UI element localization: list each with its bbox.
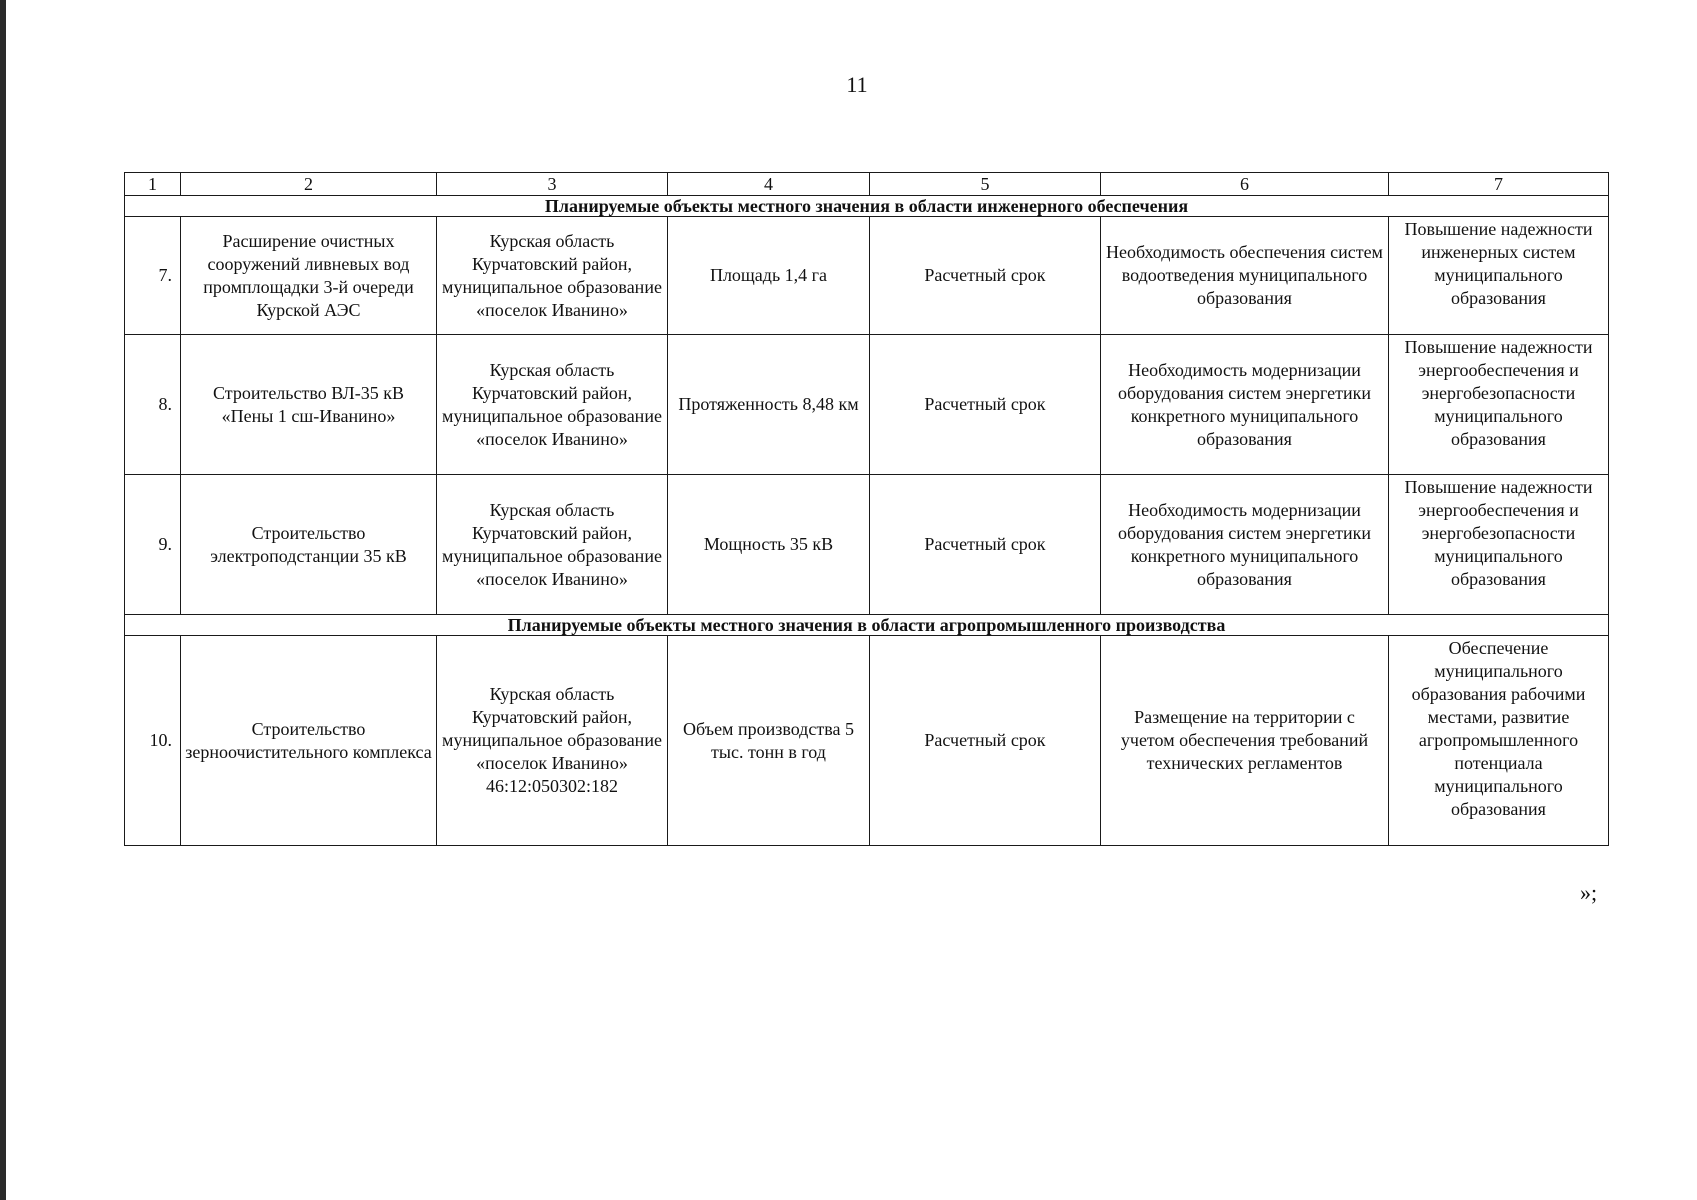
object-characteristic: Объем производства 5 тыс. тонн в год xyxy=(668,636,870,846)
column-number: 4 xyxy=(668,173,870,196)
object-name: Строительство электроподстанции 35 кВ xyxy=(181,475,437,615)
object-characteristic: Площадь 1,4 га xyxy=(668,217,870,335)
object-effect: Повышение надежности энергообеспечения и энергобезопасности муниципального образования xyxy=(1389,335,1609,475)
implementation-term: Расчетный срок xyxy=(870,217,1101,335)
column-number: 5 xyxy=(870,173,1101,196)
object-location: Курская область Курчатовский район, муниципальное образование «поселок Иванино» xyxy=(437,475,668,615)
column-number: 7 xyxy=(1389,173,1609,196)
implementation-term: Расчетный срок xyxy=(870,636,1101,846)
object-effect: Повышение надежности инженерных систем муниципального образования xyxy=(1389,217,1609,335)
section-title: Планируемые объекты местного значения в области инженерного обеспечения xyxy=(125,196,1609,217)
column-number: 3 xyxy=(437,173,668,196)
table-row xyxy=(125,335,1609,475)
table-row xyxy=(125,217,1609,335)
object-effect: Повышение надежности энергообеспечения и энергобезопасности муниципального образования xyxy=(1389,475,1609,615)
object-location: Курская область Курчатовский район, муниципальное образование «поселок Иванино» xyxy=(437,217,668,335)
object-name: Строительство ВЛ-35 кВ «Пены 1 сш-Иванино» xyxy=(181,335,437,475)
column-number-row xyxy=(125,173,1609,196)
object-purpose: Необходимость модернизации оборудования систем энергетики конкретного муниципального образования xyxy=(1101,475,1389,615)
section-title: Планируемые объекты местного значения в области агропромышленного производства xyxy=(125,615,1609,636)
row-number: 7. xyxy=(125,217,181,335)
implementation-term: Расчетный срок xyxy=(870,475,1101,615)
scan-edge xyxy=(0,0,6,1200)
table-row xyxy=(125,636,1609,846)
object-location: Курская область Курчатовский район, муниципальное образование «поселок Иванино» 46:12:050302:182 xyxy=(437,636,668,846)
page-number: 11 xyxy=(846,72,868,97)
table-row xyxy=(125,475,1609,615)
column-number: 2 xyxy=(181,173,437,196)
object-purpose: Размещение на территории с учетом обеспечения требований технических регламентов xyxy=(1101,636,1389,846)
column-number: 6 xyxy=(1101,173,1389,196)
implementation-term: Расчетный срок xyxy=(870,335,1101,475)
row-number: 10. xyxy=(125,636,181,846)
object-characteristic: Мощность 35 кВ xyxy=(668,475,870,615)
object-name: Расширение очистных сооружений ливневых вод промплощадки 3-й очереди Курской АЭС xyxy=(181,217,437,335)
section-row xyxy=(125,615,1609,636)
object-purpose: Необходимость модернизации оборудования систем энергетики конкретного муниципального образования xyxy=(1101,335,1389,475)
closing-quote-mark: »; xyxy=(1580,880,1598,905)
object-location: Курская область Курчатовский район, муниципальное образование «поселок Иванино» xyxy=(437,335,668,475)
object-effect: Обеспечение муниципального образования рабочими местами, развитие агропромышленного потенциала муниципального образования xyxy=(1389,636,1609,846)
object-name: Строительство зерноочистительного комплекса xyxy=(181,636,437,846)
document-table xyxy=(124,172,1609,846)
section-row xyxy=(125,196,1609,217)
column-number: 1 xyxy=(125,173,181,196)
object-characteristic: Протяженность 8,48 км xyxy=(668,335,870,475)
row-number: 8. xyxy=(125,335,181,475)
object-purpose: Необходимость обеспечения систем водоотведения муниципального образования xyxy=(1101,217,1389,335)
row-number: 9. xyxy=(125,475,181,615)
